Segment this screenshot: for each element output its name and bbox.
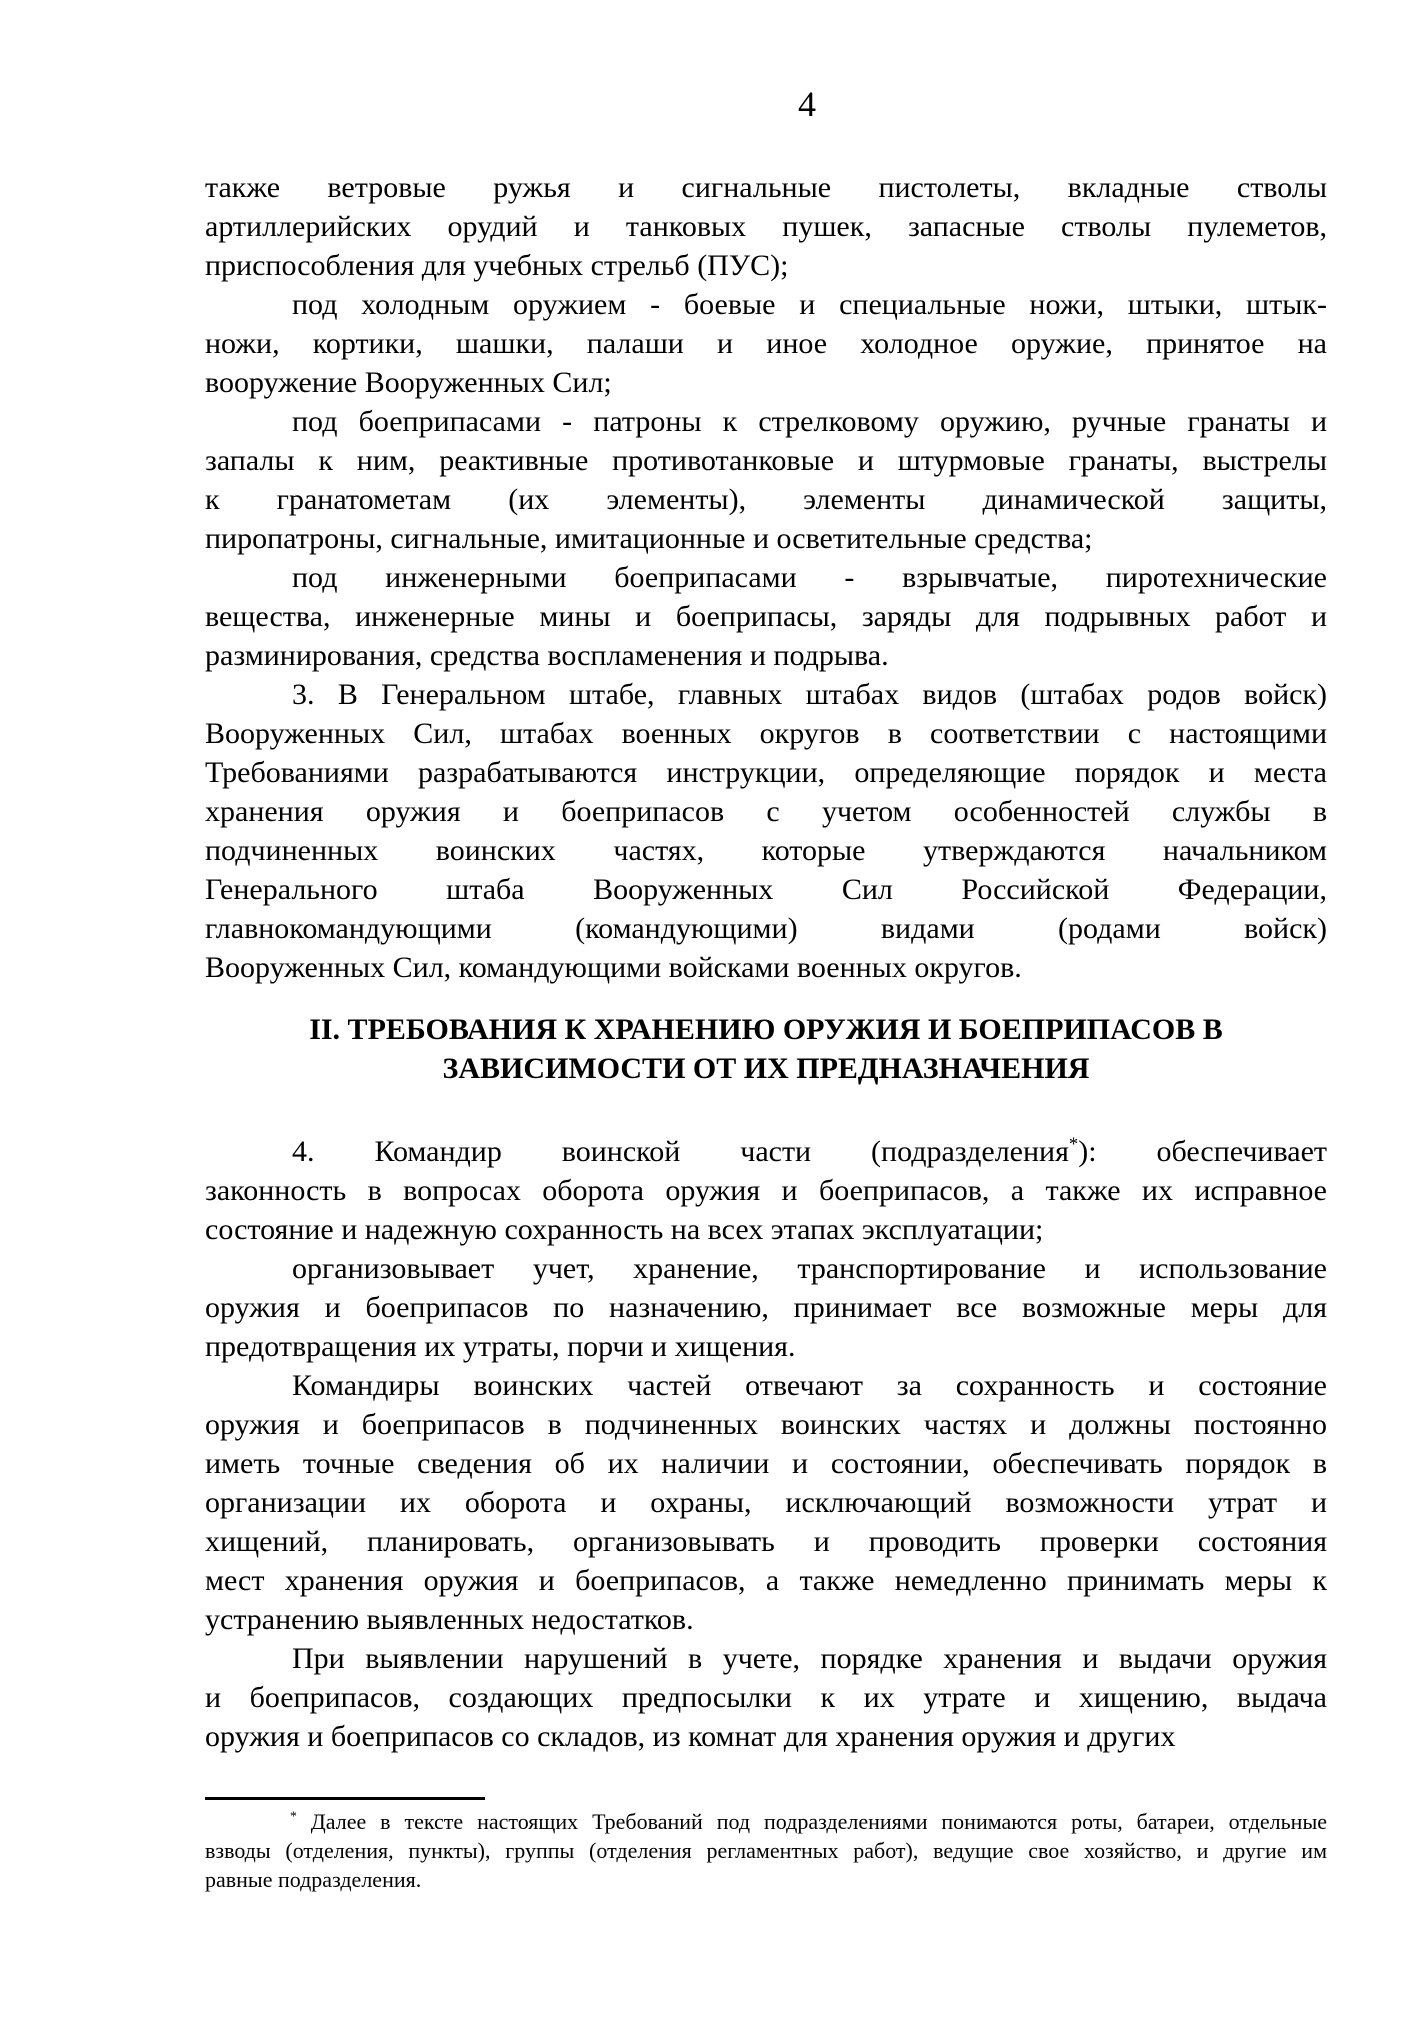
text-line: к гранатометам (их элементы), элементы динамической защиты, <box>205 483 1327 516</box>
paragraph <box>205 168 1327 285</box>
text-line: запалы к ним, реактивные противотанковые и штурмовые гранаты, выстрелы <box>205 444 1327 477</box>
footnote-separator <box>205 1797 485 1800</box>
text-line: * Далее в тексте настоящих Требований под подразделениями понимаются роты, батареи, отдельные <box>290 1808 1327 1834</box>
footnote-text <box>205 1807 1327 1894</box>
text-line: 3. В Генеральном штабе, главных штабах видов (штабах родов войск) <box>292 678 1327 711</box>
text-line: II. ТРЕБОВАНИЯ К ХРАНЕНИЮ ОРУЖИЯ И БОЕПРИПАСОВ В <box>309 1013 1223 1046</box>
paragraph <box>205 1249 1327 1366</box>
text-line: предотвращения их утраты, порчи и хищения. <box>205 1330 796 1363</box>
text-line: организации их оборота и охраны, исключающий возможности утрат и <box>205 1486 1327 1519</box>
text-line: артиллерийских орудий и танковых пушек, запасные стволы пулеметов, <box>205 210 1327 243</box>
paragraph <box>205 1639 1327 1756</box>
text-line: ножи, кортики, шашки, палаши и иное холодное оружие, принятое на <box>205 327 1327 360</box>
text-line: главнокомандующими (командующими) видами (родами войск) <box>205 912 1327 945</box>
text-line: Требованиями разрабатываются инструкции, определяющие порядок и места <box>205 756 1327 789</box>
paragraph <box>205 558 1327 675</box>
text-line: пиропатроны, сигнальные, имитационные и осветительные средства; <box>205 522 1093 555</box>
text-line: хищений, планировать, организовывать и проводить проверки состояния <box>205 1525 1327 1558</box>
paragraph <box>205 402 1327 558</box>
footnote <box>205 1797 1327 1894</box>
text-line: законность в вопросах оборота оружия и боеприпасов, а также их исправное <box>205 1174 1327 1207</box>
text-line: 4. Командир воинской части (подразделения*): обеспечивает <box>292 1134 1327 1168</box>
text-line: и боеприпасов, создающих предпосылки к их утрате и хищению, выдача <box>205 1681 1327 1714</box>
paragraph <box>205 1366 1327 1639</box>
paragraph <box>205 1132 1327 1249</box>
text-line: оружия и боеприпасов по назначению, принимает все возможные меры для <box>205 1291 1327 1324</box>
text-line: Вооруженных Сил, командующими войсками военных округов. <box>205 951 1022 984</box>
document-body <box>205 168 1327 1894</box>
text-line: иметь точные сведения об их наличии и состоянии, обеспечивать порядок в <box>205 1447 1327 1480</box>
text-line: организовывает учет, хранение, транспортирование и использование <box>292 1252 1327 1285</box>
text-line: Генерального штаба Вооруженных Сил Российской Федерации, <box>205 873 1327 906</box>
paragraph <box>205 675 1327 987</box>
text-line: равные подразделения. <box>205 1867 422 1892</box>
paragraph <box>205 285 1327 402</box>
text-line: состояние и надежную сохранность на всех этапах эксплуатации; <box>205 1213 1044 1246</box>
text-line: вещества, инженерные мины и боеприпасы, заряды для подрывных работ и <box>205 600 1327 633</box>
text-line: разминирования, средства воспламенения и подрыва. <box>205 639 889 672</box>
page-number: 4 <box>798 84 816 124</box>
text-line: под холодным оружием - боевые и специальные ножи, штыки, штык- <box>292 288 1327 321</box>
text-line: Вооруженных Сил, штабах военных округов в соответствии с настоящими <box>205 717 1327 750</box>
footnote-marker: * <box>290 1808 297 1824</box>
text-line: оружия и боеприпасов в подчиненных воинских частях и должны постоянно <box>205 1408 1327 1441</box>
text-line: взводы (отделения, пункты), группы (отделения регламентных работ), ведущие свое хозяйство, и другие им <box>205 1838 1327 1863</box>
text-line: ЗАВИСИМОСТИ ОТ ИХ ПРЕДНАЗНАЧЕНИЯ <box>442 1052 1090 1085</box>
text-line: оружия и боеприпасов со складов, из комнат для хранения оружия и других <box>205 1720 1176 1753</box>
text-line: под боеприпасами - патроны к стрелковому оружию, ручные гранаты и <box>292 405 1327 438</box>
section-heading <box>205 1010 1327 1088</box>
text-line: под инженерными боеприпасами - взрывчатые, пиротехнические <box>292 561 1327 594</box>
text-line: приспособления для учебных стрельб (ПУС); <box>205 249 789 282</box>
text-line: мест хранения оружия и боеприпасов, а также немедленно принимать меры к <box>205 1564 1327 1597</box>
text-line: Командиры воинских частей отвечают за сохранность и состояние <box>292 1369 1327 1402</box>
text-line: подчиненных воинских частях, которые утверждаются начальником <box>205 834 1327 867</box>
text-line: также ветровые ружья и сигнальные пистолеты, вкладные стволы <box>205 171 1327 204</box>
text-line: При выявлении нарушений в учете, порядке хранения и выдачи оружия <box>292 1642 1327 1675</box>
text-line: хранения оружия и боеприпасов с учетом особенностей службы в <box>205 795 1327 828</box>
footnote-marker: * <box>1068 1134 1079 1155</box>
text-line: устранению выявленных недостатков. <box>205 1603 694 1636</box>
text-line: вооружение Вооруженных Сил; <box>205 366 612 399</box>
